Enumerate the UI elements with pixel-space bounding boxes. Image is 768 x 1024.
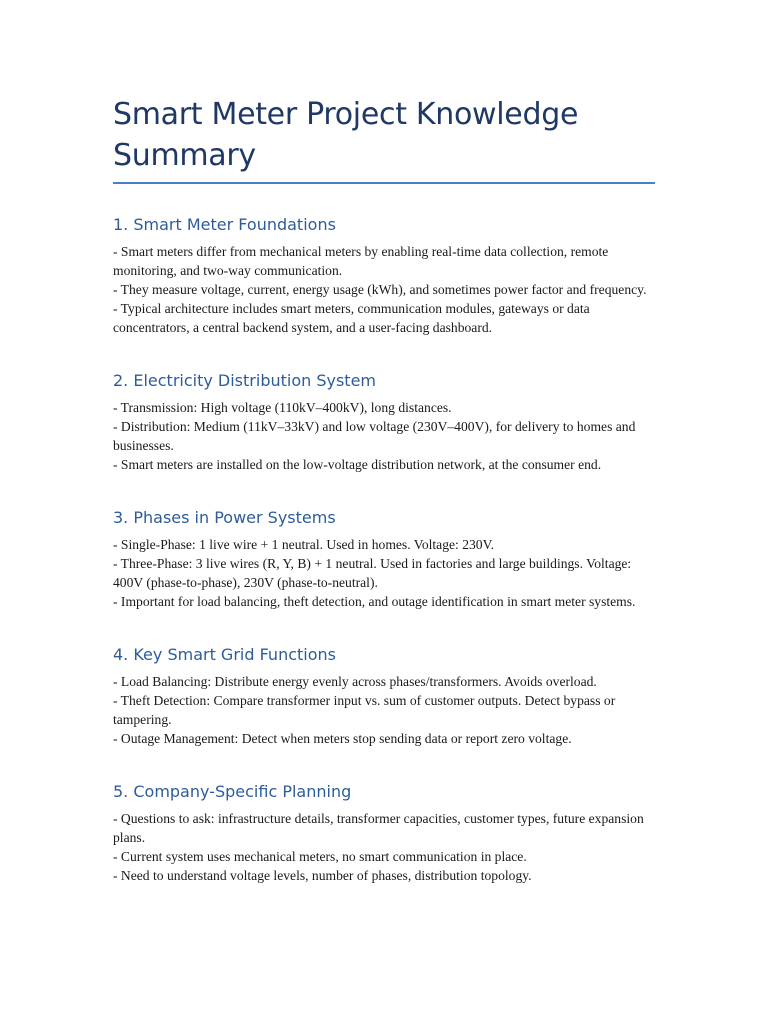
title-divider xyxy=(113,182,655,184)
section-line: - Theft Detection: Compare transformer input vs. sum of customer outputs. Detect bypass or tampering. xyxy=(113,693,616,727)
section-line: - Questions to ask: infrastructure details, transformer capacities, customer types, future expansion plans. xyxy=(113,811,644,845)
document-page xyxy=(113,94,655,885)
section-line: - Three-Phase: 3 live wires (R, Y, B) + 1 neutral. Used in factories and large buildings. Voltage: 400V (phase-to-phase), 230V (phase-to-neutral). xyxy=(113,556,632,590)
section-line: - Current system uses mechanical meters, no smart communication in place. xyxy=(113,849,527,864)
section-phases xyxy=(113,507,655,611)
section-foundations xyxy=(113,214,655,337)
section-smart-grid-functions xyxy=(113,644,655,748)
section-heading: 4. Key Smart Grid Functions xyxy=(113,645,336,664)
section-line: - Typical architecture includes smart meters, communication modules, gateways or data concentrators, a central backend system, and a user-facing dashboard. xyxy=(113,301,590,335)
section-company-planning xyxy=(113,781,655,885)
section-line: - They measure voltage, current, energy usage (kWh), and sometimes power factor and frequency. xyxy=(113,282,647,297)
section-heading: 2. Electricity Distribution System xyxy=(113,371,377,390)
section-heading: 1. Smart Meter Foundations xyxy=(113,215,336,234)
section-line: - Smart meters are installed on the low-voltage distribution network, at the consumer end. xyxy=(113,457,602,472)
section-line: - Transmission: High voltage (110kV–400kV), long distances. xyxy=(113,400,452,415)
section-line: - Need to understand voltage levels, number of phases, distribution topology. xyxy=(113,868,532,883)
section-line: - Distribution: Medium (11kV–33kV) and low voltage (230V–400V), for delivery to homes and businesses. xyxy=(113,419,636,453)
section-distribution xyxy=(113,370,655,474)
section-line: - Important for load balancing, theft detection, and outage identification in smart meter systems. xyxy=(113,594,636,609)
section-line: - Single-Phase: 1 live wire + 1 neutral. Used in homes. Voltage: 230V. xyxy=(113,537,495,552)
section-line: - Outage Management: Detect when meters stop sending data or report zero voltage. xyxy=(113,731,572,746)
section-line: - Smart meters differ from mechanical meters by enabling real-time data collection, remote monitoring, and two-way communication. xyxy=(113,244,609,278)
section-line: - Load Balancing: Distribute energy evenly across phases/transformers. Avoids overload. xyxy=(113,674,597,689)
section-heading: 3. Phases in Power Systems xyxy=(113,508,336,527)
section-heading: 5. Company-Specific Planning xyxy=(113,782,352,801)
document-title: Smart Meter Project Knowledge Summary xyxy=(113,97,579,173)
